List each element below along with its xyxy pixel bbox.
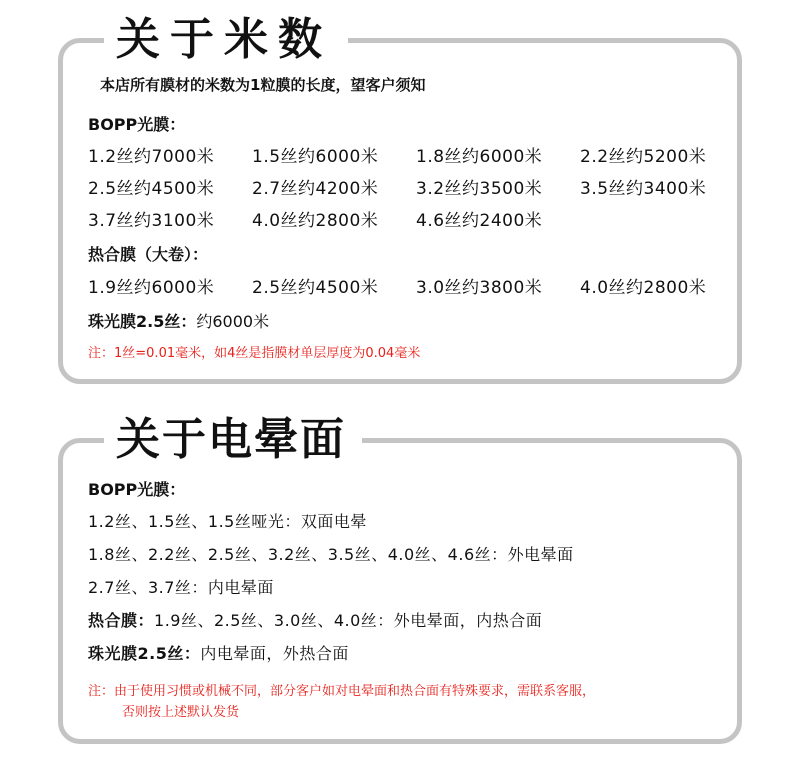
bopp-item: 4.6丝约2400米 — [416, 211, 543, 231]
bopp-label: BOPP光膜： — [88, 115, 186, 134]
corona-bopp-label: BOPP光膜： — [88, 480, 186, 499]
corona-note-line-2: 否则按上述默认发货 — [122, 705, 240, 720]
corona-line-3: 2.7丝、3.7丝：内电晕面 — [88, 578, 274, 597]
corona-hot-line — [88, 610, 542, 632]
bopp-item: 2.2丝约5200米 — [580, 147, 707, 167]
corona-line-1: 1.2丝、1.5丝、1.5丝哑光：双面电晕 — [88, 512, 367, 531]
corona-hot-label: 热合膜： — [88, 611, 155, 630]
corona-pearl-line — [88, 643, 349, 665]
bopp-item: 3.2丝约3500米 — [416, 179, 543, 199]
corona-pearl-text: 内电晕面，外热合面 — [200, 644, 349, 663]
hot-film-item: 3.0丝约3800米 — [416, 278, 543, 298]
bopp-item: 1.8丝约6000米 — [416, 147, 543, 167]
meter-note: 注：1丝=0.01毫米，如4丝是指膜材单层厚度为0.04毫米 — [88, 346, 421, 361]
corona-note-line-1: 注：由于使用习惯或机械不同，部分客户如对电晕面和热合面有特殊要求，需联系客服， — [88, 684, 596, 699]
bopp-item: 1.5丝约6000米 — [252, 147, 379, 167]
corona-pearl-label: 珠光膜2.5丝： — [88, 644, 201, 663]
meter-section-title: 关于米数 — [104, 13, 348, 67]
bopp-item: 3.5丝约3400米 — [580, 179, 707, 199]
hot-film-item: 2.5丝约4500米 — [252, 278, 379, 298]
hot-film-item: 1.9丝约6000米 — [88, 278, 215, 298]
bopp-item: 1.2丝约7000米 — [88, 147, 215, 167]
pearl-film-label: 珠光膜2.5丝： — [88, 312, 197, 331]
corona-line-2: 1.8丝、2.2丝、2.5丝、3.2丝、3.5丝、4.0丝、4.6丝：外电晕面 — [88, 545, 574, 564]
bopp-item: 2.7丝约4200米 — [252, 179, 379, 199]
bopp-item: 3.7丝约3100米 — [88, 211, 215, 231]
hot-film-item: 4.0丝约2800米 — [580, 278, 707, 298]
bopp-item: 2.5丝约4500米 — [88, 179, 215, 199]
pearl-film-line — [88, 311, 269, 333]
bopp-item: 4.0丝约2800米 — [252, 211, 379, 231]
corona-hot-text: 1.9丝、2.5丝、3.0丝、4.0丝：外电晕面，内热合面 — [154, 611, 543, 630]
pearl-film-value: 约6000米 — [196, 312, 270, 331]
corona-section-title: 关于电晕面 — [104, 413, 362, 467]
meter-intro: 本店所有膜材的米数为1粒膜的长度，望客户须知 — [100, 76, 426, 94]
hot-film-label: 热合膜（大卷）： — [88, 245, 209, 264]
